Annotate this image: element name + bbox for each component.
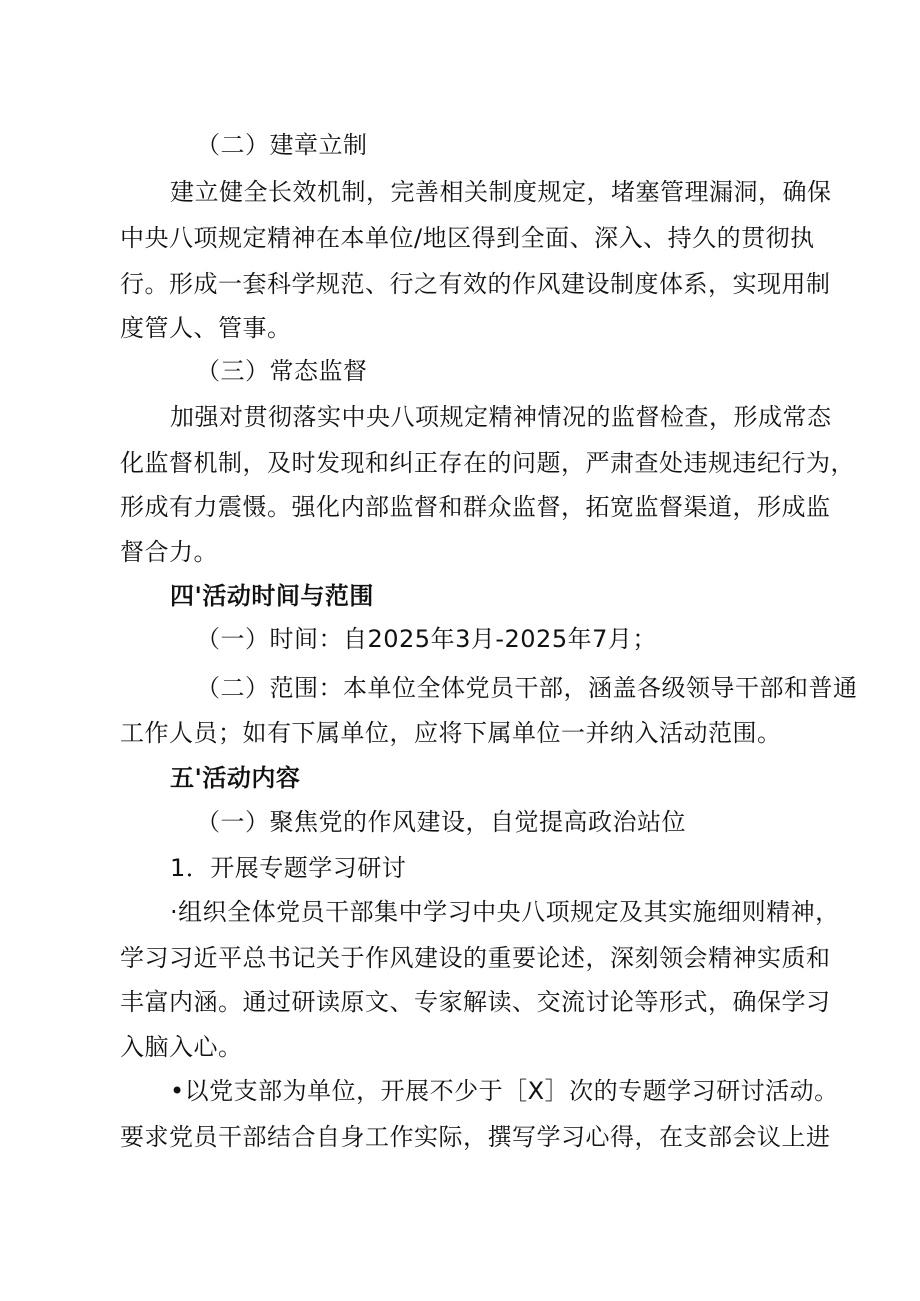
numbered-item: 1．开展专题学习研讨 [170, 854, 407, 882]
paragraph-line: 行。形成一套科学规范、行之有效的作风建设制度体系，实现用制 [120, 270, 831, 298]
paragraph-line: 督合力。 [120, 538, 218, 566]
section-heading-2: （二）建章立制 [196, 131, 368, 159]
paragraph-line: 入脑入心。 [120, 1033, 243, 1061]
major-heading-4: 四'活动时间与范围 [170, 582, 374, 610]
bullet-paragraph: ·组织全体党员干部集中学习中央八项规定及其实施细则精神， [170, 898, 840, 926]
major-heading-5: 五'活动内容 [170, 764, 301, 792]
section-heading-3: （三）常态监督 [196, 357, 368, 385]
paragraph-line: 学习习近平总书记关于作风建设的重要论述，深刻领会精神实质和 [120, 944, 831, 972]
paragraph-line: 化监督机制，及时发现和纠正存在的问题，严肃查处违规违纪行为， [120, 449, 855, 477]
paragraph-line: 度管人、管事。 [120, 314, 292, 342]
bullet-paragraph: •以党支部为单位，开展不少于［X］次的专题学习研讨活动。 [170, 1077, 839, 1105]
paragraph-line: 加强对贯彻落实中央八项规定精神情况的监督检查，形成常态 [170, 403, 832, 431]
paragraph-line: 要求党员干部结合自身工作实际，撰写学习心得，在支部会议上进 [120, 1123, 831, 1151]
paragraph-line: 形成有力震慑。强化内部监督和群众监督，拓宽监督渠道，形成监 [120, 493, 831, 521]
paragraph-line: 工作人员；如有下属单位，应将下属单位一并纳入活动范围。 [120, 719, 782, 747]
scope-line: （二）范围：本单位全体党员干部，涵盖各级领导干部和普通 [196, 674, 858, 702]
subsection-heading: （一）聚焦党的作风建设，自觉提高政治站位 [196, 808, 686, 836]
paragraph-line: 中央八项规定精神在本单位/地区得到全面、深入、持久的贯彻执 [120, 224, 815, 252]
time-line: （一）时间：自2025年3月-2025年7月； [196, 625, 657, 653]
paragraph-line: 丰富内涵。通过研读原文、专家解读、交流讨论等形式，确保学习 [120, 988, 831, 1016]
paragraph-line: 建立健全长效机制，完善相关制度规定，堵塞管理漏洞，确保 [170, 178, 832, 206]
